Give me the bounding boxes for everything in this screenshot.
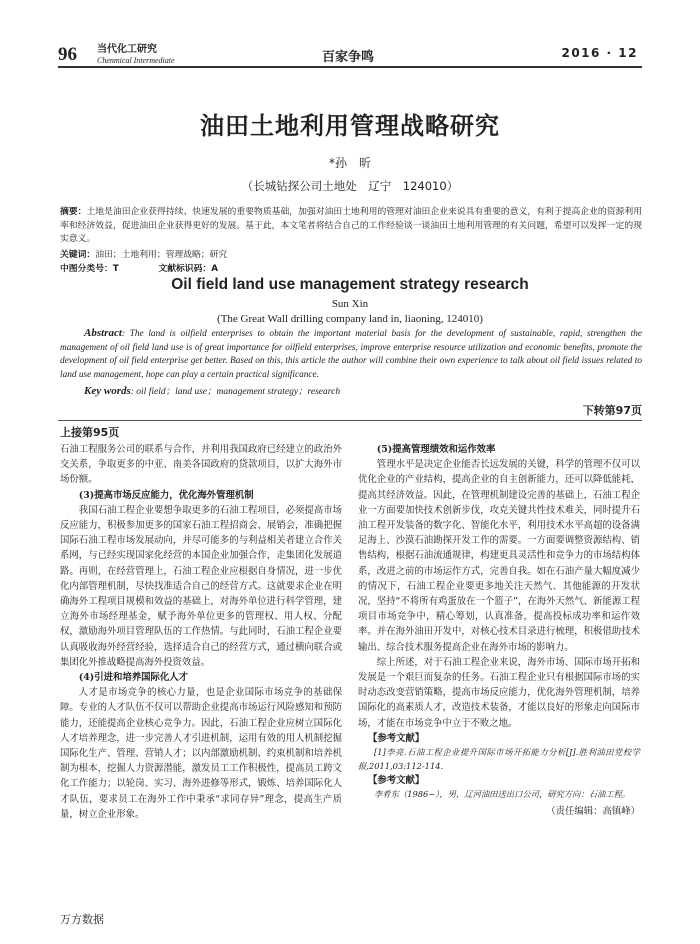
doc-code-value: A — [211, 264, 219, 274]
english-affiliation: (The Great Wall drilling company land in, liaoning, 124010) — [217, 313, 483, 325]
abstract-text: 土地是油田企业获得持续、快速发展的重要物质基础，加强对油田土地利用的管理对油田企业来说具有重要的意义，有利于提高企业的资源利用率和经济效益，促进油田企业获得更好的发展。基于此，本文笔者将结合自己的工作经验谈一谈油田土地利用管理的有关问题，希望可以发挥一定的现实意义。 — [60, 207, 642, 244]
section-heading: (5)提高管理绩效和运作效率 — [376, 444, 496, 455]
paragraph: 人才是市场竞争的核心力量，也是企业国际市场竞争的基础保障。专业的人才队伍不仅可以帮助企业提高市场运行风险感知和预防能力，还能提高企业核心竞争力。因此，石油工程企业应树立国际化人才培养理念，进一步完善人才引进机制，运用有效的用人机制挖掘国际化生产、管理、营销人才；以内部激励机制、约束机制和培养机制为根本，挖掘人力资源潜能，激发员工工作积极性，提高员工跨文化工作能力；以轮岗、实习、海外进修等形式，锻炼、培养国际化人才队伍，要求员工在海外工作中秉承“求同存异”理念，提高生产质量，树立企业形象。 — [60, 687, 342, 820]
header-rule — [58, 66, 642, 68]
section-heading: (4)引进和培养国际化人才 — [78, 672, 188, 684]
classification — [60, 261, 218, 274]
english-abstract-label: Abstract — [84, 327, 122, 339]
doc-code-label: 文献标识码： — [158, 264, 212, 274]
keywords-label: 关键词： — [60, 250, 96, 260]
issue-label: 2016 · 12 — [561, 46, 638, 60]
article-title: 油田土地利用管理战略研究 — [200, 112, 500, 140]
english-abstract-text: : The land is oilfield enterprises to obtain the important material basis for the development of sustainable, rapid, strengthen the management of oil field land use is of great importance for oilfield enterprises, improve enterprise resource utilization and economic benefits, promote the development of oil field enterprise get better. Based on this, this article the author will combine their own experience to talk about oil field issues related to land use management, hope can play a certain practical significance. — [60, 329, 642, 380]
section-separator — [58, 420, 642, 421]
references-heading: 【参考文献】 — [368, 732, 425, 744]
page-number: 96 — [58, 44, 77, 65]
abstract-cn — [60, 206, 642, 247]
english-keywords — [84, 383, 340, 397]
keywords-cn — [60, 247, 227, 260]
journal-name-cn: 当代化工研究 — [97, 44, 157, 55]
english-author: Sun Xin — [331, 298, 369, 310]
paragraph: 管理水平是决定企业能否长远发展的关键，科学的管理不仅可以优化企业的产业结构，提高企业的自主创新能力，还可以降低能耗，提高其经济效益。因此，在管理机制建设完善的基础上，石油工程企业一方面要加快技术创新步伐，攻克关键共性技术难关，同时提升石油工程开发装备的数字化、智能化水平，利用技术水平高超的设备满足海上、沙漠石油勘探开发工作的需要。一方面要调整资源结构、销售结构，根据石油流通规律，构建更具灵活性和竞争力的市场结构体系，改进之前的市场运作方式，完善自我。如在石油产量大幅度减少的情况下，石油工程企业要更多地关注天然气、其他能源的开发状况，坚持“不将所有鸡蛋放在一个篮子”，在海外天然气、新能源工程项目市场竞争中，精心筹划，认真准备，提高投标成功率和运作效率。并在海外油田开发中，对核心技术目录进行梳理，积极借助技术输出、综合技术服务提高企业在海外市场的影响力。 — [358, 459, 640, 653]
paragraph: 我国石油工程企业要想争取更多的石油工程项目，必须提高市场反应能力，积极参加更多的国家石油工程招商会、展销会，准确把握国际石油工程市场发展动向，并尽可能多的与利益相关者建立合作关系网，与已经实现国家化经营的本国企业加强合作，走集团化发展道路。再则，在经营管理上，石油工程企业应根据自身情况，进一步优化内部管理机制，尽快找准适合自己的经营方式。这就要求企业在明确海外工程项目规模和效益的基础上，对海外单位进行科学管理，建立海外市场经理基金，赋予海外单位更多的管理权、用人权、分配权，激励海外项目管理队伍的工作热情。与此同时，石油工程企业要认真吸收海外经营经验，选择适合自己的经营方式，通过横向联合或集团化外推战略提高海外投资效益。 — [60, 504, 342, 668]
section-heading: (3)提高市场反应能力，优化海外管理机制 — [78, 489, 254, 501]
paragraph: 综上所述，对于石油工程企业来说，海外市场、国际市场开拓和发展是一个艰巨而复杂的任务。石油工程企业只有根据国际市场的实时动态改变营销策略，提高市场反应能力，优化海外管理机制，培养国际化的高素质人才，改造技术装备，才能以良好的形象走向国际市场，才能在市场竞争中立于不败之地。 — [358, 656, 640, 729]
footer-source: 万方数据 — [60, 913, 104, 926]
journal-name-en: Chenmical Intermediate — [97, 56, 175, 65]
abstract-label: 摘要： — [60, 207, 87, 217]
left-column — [60, 442, 342, 822]
class-value: T — [112, 264, 119, 274]
paragraph: 石油工程服务公司的联系与合作，并利用我国政府已经建立的政治外交关系，争取更多的中亚、南美各国政府的贷款项目，以扩大海外市场份额。 — [60, 444, 342, 486]
journal-logo — [97, 44, 175, 66]
continued-from-label: 上接第95页 — [60, 426, 120, 439]
english-abstract — [60, 327, 642, 382]
keywords-text: 油田；土地利用；管理战略；研究 — [95, 250, 228, 260]
author-bio: 李肴东（1986~），男，辽河油田送出口公司，研究方向：石油工程。 — [374, 789, 631, 800]
english-title: Oil field land use management strategy research — [171, 276, 529, 293]
reference-item: [1]李亮.石油工程企业提升国际市场开拓能力分析[J].胜利油田党校学报,2011,03:112-114. — [358, 747, 640, 771]
editor-note: （责任编辑：高镇峰） — [546, 805, 640, 817]
author-bio-heading: 【参考文献】 — [368, 775, 425, 787]
english-keywords-text: : oil field；land use；management strategy；research — [130, 387, 341, 397]
column-title: 百家争鸣 — [322, 50, 375, 65]
continued-to-label: 下转第97页 — [582, 404, 642, 417]
right-column — [358, 442, 640, 819]
article-affiliation: （长城钻探公司土地处 辽宁 124010） — [241, 179, 459, 193]
class-label: 中图分类号： — [60, 264, 113, 274]
english-keywords-label: Key words — [84, 385, 131, 397]
article-author: *孙 昕 — [328, 156, 371, 170]
